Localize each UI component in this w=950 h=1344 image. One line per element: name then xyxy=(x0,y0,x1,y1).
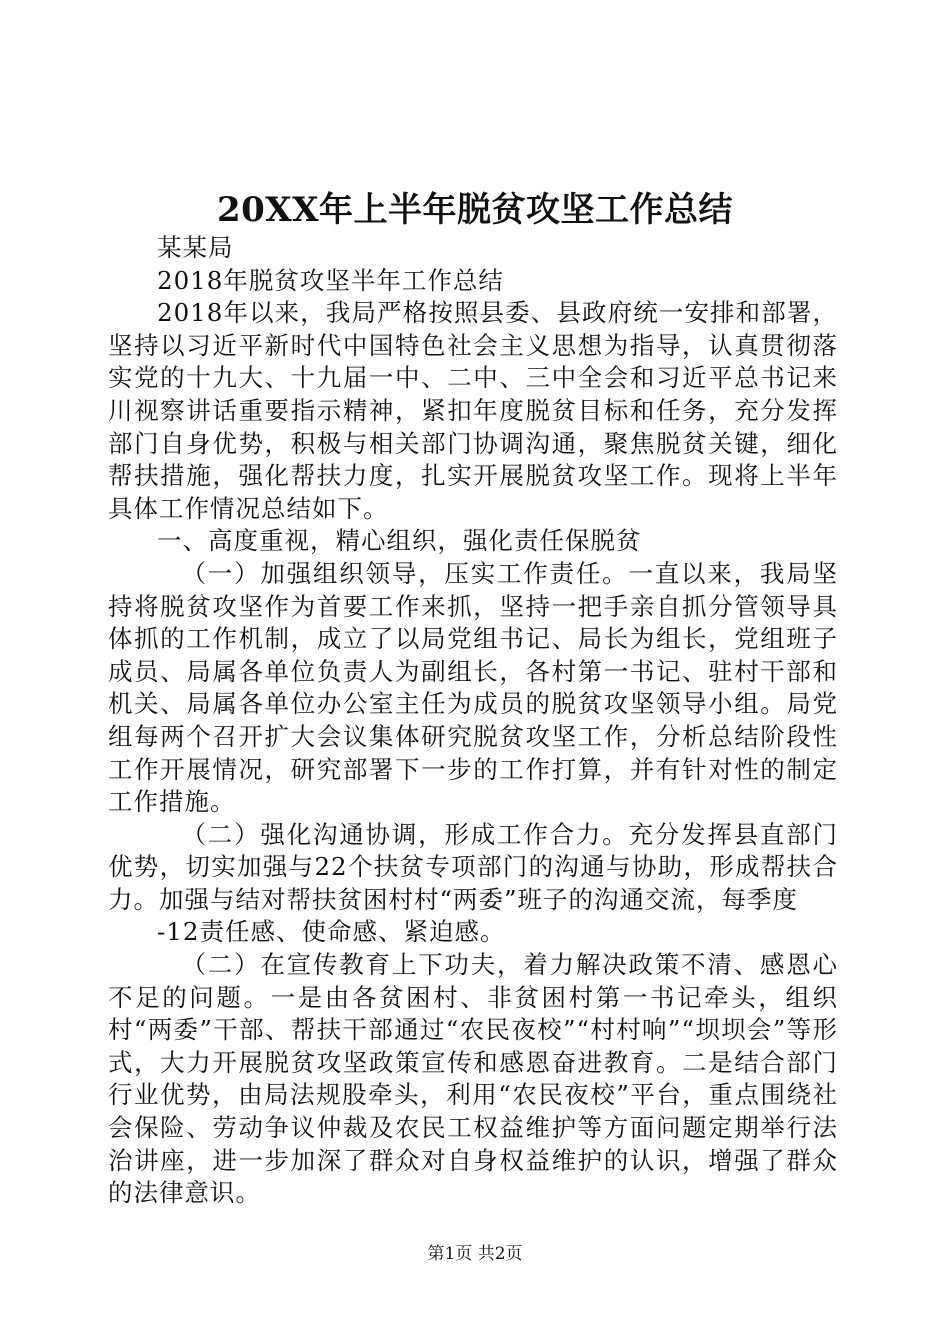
paragraph-section-1-1: （一）加强组织领导，压实工作责任。一直以来，我局坚持将脱贫攻坚作为首要工作来抓，坚持一把手亲自抓分管领导具体抓的工作机制，成立了以局党组书记、局长为组长，党组班子成员、局属各单位负责人为副组长，各村第一书记、驻村干部和机关、局属各单位办公室主任为成员的脱贫攻坚领导小组。局党组每两个召开扩大会议集体研究脱贫攻坚工作，分析总结阶段性工作开展情况，研究部署下一步的工作打算，并有针对性的制定工作措施。 xyxy=(108,558,838,817)
document-body xyxy=(108,232,838,1210)
paragraph-publicity: （二）在宣传教育上下功夫，着力解决政策不清、感恩心不足的问题。一是由各贫困村、非贫困村第一书记牵头，组织村“两委”干部、帮扶干部通过“农民夜校”“村村响”“坝坝会”等形式，大力开展脱贫攻坚政策宣传和感恩奋进教育。二是结合部门行业优势，由局法规股牵头，利用“农民夜校”平台，重点围绕社会保险、劳动争议仲裁及农民工权益维护等方面问题定期举行法治讲座，进一步加深了群众对自身权益维护的认识，增强了群众的法律意识。 xyxy=(108,950,838,1208)
paragraph-section-1-2: （二）强化沟通协调，形成工作合力。充分发挥县直部门优势，切实加强与22个扶贫专项部门的沟通与协助，形成帮扶合力。加强与结对帮扶贫困村村“两委”班子的沟通交流，每季度 xyxy=(108,819,838,914)
document-title: 20XX年上半年脱贫攻坚工作总结 xyxy=(216,190,734,230)
paragraph-fragment: -12责任感、使命感、紧迫感。 xyxy=(157,917,506,947)
subtitle: 2018年脱贫攻坚半年工作总结 xyxy=(157,265,504,295)
org-name: 某某局 xyxy=(157,233,234,262)
section-heading-1: 一、高度重视，精心组织，强化责任保脱贫 xyxy=(157,526,642,556)
paragraph-intro: 2018年以来，我局严格按照县委、县政府统一安排和部署，坚持以习近平新时代中国特色社会主义思想为指导，认真贯彻落实党的十九大、十九届一中、二中、三中全会和习近平总书记来川视察讲话重要指示精神，紧扣年度脱贫目标和任务，充分发挥部门自身优势，积极与相关部门协调沟通，聚焦脱贫关键，细化帮扶措施，强化帮扶力度，扎实开展脱贫攻坚工作。现将上半年具体工作情况总结如下。 xyxy=(108,298,838,523)
page-number: 第1页 共2页 xyxy=(427,1244,523,1264)
